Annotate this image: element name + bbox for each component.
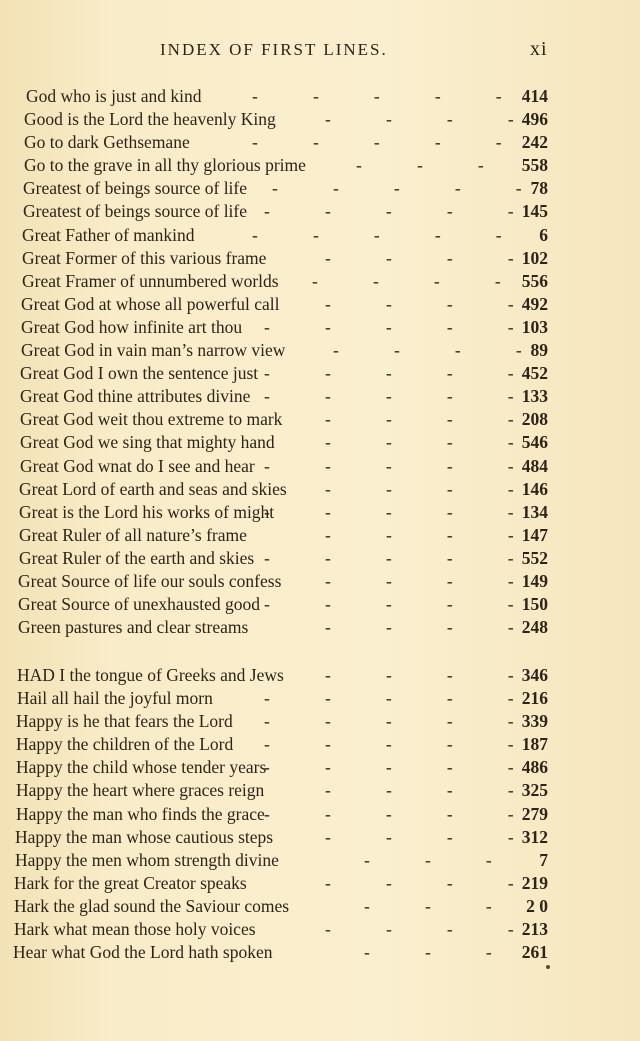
index-entry [0, 455, 640, 478]
ink-speck [546, 965, 550, 969]
leader-dashes: - - - - [325, 919, 514, 940]
leader-dashes: - - - - [325, 524, 514, 545]
hymn-page-number: 261 [521, 942, 548, 963]
first-line-text: Green pastures and clear streams [18, 617, 249, 638]
index-section-g [0, 85, 640, 639]
leader-dashes: - - - - [325, 409, 514, 430]
index-entry [0, 339, 640, 362]
first-line-text: Great God in vain man’s narrow view [21, 340, 286, 361]
hymn-page-number: 208 [521, 409, 548, 430]
first-line-text: Go to dark Gethsemane [24, 132, 190, 153]
index-entry [0, 524, 640, 547]
hymn-page-number: 484 [521, 455, 548, 476]
first-line-text: Good is the Lord the heavenly King [24, 109, 276, 130]
first-line-text: Happy the children of the Lord [16, 734, 234, 755]
hymn-page-number: 325 [521, 780, 548, 801]
leader-dashes: - - - - - [272, 178, 522, 199]
hymn-page-number: 102 [521, 247, 548, 268]
leader-dashes: - - - [356, 155, 484, 176]
hymn-page-number: 248 [521, 617, 548, 638]
index-entry [0, 408, 640, 431]
first-line-text: Great God weit thou extreme to mark [20, 409, 283, 430]
index-entry [0, 362, 640, 385]
hymn-page-number: 414 [521, 86, 548, 106]
first-line-text: Great Father of mankind [22, 224, 195, 245]
index-entry [0, 616, 640, 639]
hymn-page-number: 312 [521, 826, 548, 847]
leader-dashes: - - - - - [264, 201, 514, 222]
index-entry [0, 872, 640, 895]
leader-dashes: - - - - - [264, 594, 514, 615]
first-line-text: Hail all hail the joyful morn [17, 688, 213, 709]
hymn-page-number: 2 0 [526, 895, 548, 916]
index-entry [0, 316, 640, 339]
leader-dashes: - - - - - [264, 501, 514, 522]
leader-dashes: - - - - [325, 826, 514, 847]
index-entry [0, 200, 640, 223]
first-line-text: Happy is he that fears the Lord [16, 711, 233, 732]
index-entry [0, 849, 640, 872]
index-entry [0, 593, 640, 616]
leader-dashes: - - - - [325, 780, 514, 801]
index-entry [0, 895, 640, 918]
index-entry [0, 756, 640, 779]
first-line-text: Happy the child whose tender years [16, 757, 267, 778]
hymn-page-number: 496 [521, 109, 548, 130]
first-line-text: Hear what God the Lord hath spoken [13, 942, 273, 963]
index-entry [0, 733, 640, 756]
index-entry [0, 478, 640, 501]
hymn-page-number: 546 [521, 432, 548, 453]
leader-dashes: - - - - - [264, 386, 514, 407]
first-line-text: Go to the grave in all thy glorious prime [24, 155, 306, 176]
index-entry [0, 293, 640, 316]
index-entry [0, 224, 640, 247]
leader-dashes: - - - - [325, 109, 514, 130]
index-entry [0, 664, 640, 687]
leader-dashes: - - - - [312, 270, 501, 291]
first-line-text: Happy the man whose cautious steps [15, 826, 274, 847]
first-line-text: Great Source of unexhausted good [18, 594, 261, 615]
leader-dashes: - - - [364, 895, 492, 916]
hymn-page-number: 146 [521, 478, 548, 499]
first-line-text: Great Former of this various frame [22, 247, 267, 268]
hymn-page-number: 133 [521, 386, 548, 407]
hymn-page-number: 556 [521, 270, 548, 291]
leader-dashes: - - - - [325, 293, 514, 314]
index-entry [0, 501, 640, 524]
hymn-page-number: 219 [521, 872, 548, 893]
hymn-page-number: 339 [521, 711, 548, 732]
leader-dashes: - - - - - [252, 132, 502, 153]
leader-dashes: - - - - - [252, 224, 502, 245]
hymn-page-number: 134 [521, 501, 548, 522]
index-entry [0, 803, 640, 826]
index-entry [0, 85, 640, 108]
first-line-text: Hark what mean those holy voices [14, 919, 256, 940]
first-line-text: Great God thine attributes divine [20, 386, 251, 407]
hymn-page-number: 187 [521, 734, 548, 755]
leader-dashes: - - - - [325, 432, 514, 453]
hymn-page-number: 242 [521, 132, 548, 153]
index-entry [0, 547, 640, 570]
hymn-page-number: 145 [521, 201, 548, 222]
leader-dashes: - - - - [325, 665, 514, 685]
index-section-h [0, 664, 640, 964]
leader-dashes: - - - - - [264, 363, 514, 384]
hymn-page-number: 7 [539, 849, 548, 870]
hymn-page-number: 279 [521, 803, 548, 824]
hymn-page-number: 149 [521, 570, 548, 591]
hymn-page-number: 346 [521, 665, 548, 685]
leader-dashes: - - - - [325, 872, 514, 893]
first-line-text: Hark for the great Creator speaks [14, 872, 247, 893]
index-entry [0, 710, 640, 733]
first-line-text: Great God at whose all powerful call [21, 293, 280, 314]
hymn-page-number: 452 [521, 363, 548, 384]
leader-dashes: - - - - [325, 570, 514, 591]
hymn-page-number: 150 [521, 594, 548, 615]
first-line-text: Great God wnat do I see and hear [20, 455, 255, 476]
index-entry [0, 131, 640, 154]
first-line-text: Great Source of life our souls confess [18, 570, 282, 591]
first-line-text: Hark the glad sound the Saviour comes [14, 895, 290, 916]
index-entry [0, 570, 640, 593]
leader-dashes: - - - - [325, 617, 514, 638]
hymn-page-number: 89 [530, 340, 548, 361]
first-line-text: Greatest of beings source of life [23, 178, 248, 199]
first-line-text: Great Ruler of the earth and skies [19, 547, 255, 568]
first-line-text: HAD I the tongue of Greeks and Jews [17, 665, 284, 685]
leader-dashes: - - - - [325, 478, 514, 499]
leader-dashes: - - - - - [264, 688, 514, 709]
hymn-page-number: 558 [521, 155, 548, 176]
index-entry [0, 154, 640, 177]
leader-dashes: - - - - - [264, 757, 514, 778]
leader-dashes: - - - - [333, 340, 522, 361]
hymn-page-number: 492 [521, 293, 548, 314]
first-line-text: Great God how infinite art thou [21, 316, 243, 337]
index-entry [0, 431, 640, 454]
first-line-text: Happy the man who finds the grace [16, 803, 265, 824]
leader-dashes: - - - [364, 849, 492, 870]
leader-dashes: - - - - - [264, 316, 514, 337]
leader-dashes: - - - - - [264, 455, 514, 476]
hymn-page-number: 216 [521, 688, 548, 709]
leader-dashes: - - - - - [264, 547, 514, 568]
leader-dashes: - - - - - [264, 803, 514, 824]
index-entry [0, 108, 640, 131]
first-line-text: Great Framer of unnumbered worlds [22, 270, 279, 291]
index-entry [0, 687, 640, 710]
page-header [0, 40, 640, 66]
leader-dashes: - - - - - [264, 734, 514, 755]
first-line-text: Greatest of beings source of life [23, 201, 248, 222]
hymn-page-number: 552 [521, 547, 548, 568]
page-number: xi [530, 38, 548, 60]
first-line-text: Happy the men whom strength divine [15, 849, 279, 870]
first-line-text: Great God I own the sentence just [20, 363, 259, 384]
hymn-page-number: 103 [521, 316, 548, 337]
leader-dashes: - - - - - [264, 711, 514, 732]
index-entry [0, 270, 640, 293]
first-line-text: Great Ruler of all nature’s frame [19, 524, 247, 545]
first-line-text: Happy the heart where graces reign [16, 780, 265, 801]
hymn-page-number: 78 [530, 178, 548, 199]
index-entry [0, 941, 640, 964]
index-entry [0, 918, 640, 941]
index-entry [0, 385, 640, 408]
hymn-page-number: 6 [539, 224, 548, 245]
index-entry [0, 779, 640, 802]
leader-dashes: - - - [364, 942, 492, 963]
leader-dashes: - - - - - [252, 86, 502, 106]
hymn-page-number: 486 [521, 757, 548, 778]
first-line-text: Great Lord of earth and seas and skies [19, 478, 287, 499]
first-line-text: Great is the Lord his works of might [19, 501, 275, 522]
first-line-text: God who is just and kind [26, 86, 202, 106]
index-entry [0, 826, 640, 849]
index-entry [0, 247, 640, 270]
leader-dashes: - - - - [325, 247, 514, 268]
first-line-text: Great God we sing that mighty hand [20, 432, 275, 453]
page-title: INDEX OF FIRST LINES. [160, 40, 388, 59]
hymn-page-number: 213 [521, 919, 548, 940]
index-entry [0, 177, 640, 200]
hymn-page-number: 147 [521, 524, 548, 545]
